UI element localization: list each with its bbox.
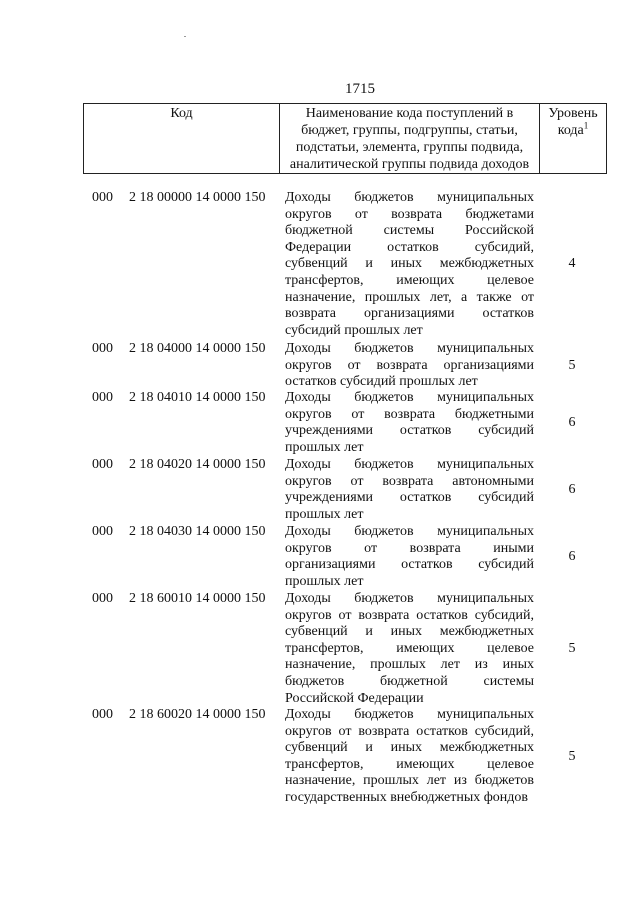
income-name-line: государственных внебюджетных фондов	[285, 789, 529, 805]
income-name-line: субвенций и иных межбюджетных	[285, 740, 534, 756]
header-name-line: аналитической группы подвида доходов	[289, 157, 530, 172]
income-code-cell: 2 18 00000 14 0000 150	[129, 190, 266, 205]
code-level-cell: 5	[568, 748, 576, 764]
header-level-line1: Уровень	[548, 106, 598, 121]
income-name-line: бюджетной системы Российской	[285, 223, 534, 239]
code-level-cell: 6	[568, 414, 576, 430]
code-level-cell: 6	[568, 481, 576, 497]
income-name-line: Доходы бюджетов муниципальных	[285, 707, 534, 722]
header-level-footnote: 1	[583, 120, 589, 131]
admin-code-cell: 000	[92, 591, 113, 606]
income-name-line: Доходы бюджетов муниципальных	[285, 190, 534, 205]
income-name-cell	[285, 524, 534, 590]
income-code-cell: 2 18 04000 14 0000 150	[129, 341, 266, 356]
income-name-line: Российской Федерации	[285, 690, 424, 706]
income-name-line: прошлых лет	[285, 506, 364, 522]
income-code-cell: 2 18 04030 14 0000 150	[129, 524, 266, 539]
income-name-line: учреждениями остатков субсидий	[285, 490, 534, 506]
income-name-line: назначение, прошлых лет из бюджетов	[285, 773, 534, 789]
income-name-line: субвенций и иных межбюджетных	[285, 624, 534, 640]
income-name-line: округов от возврата автономными	[285, 473, 534, 489]
income-name-line: назначение, прошлых лет, а также от	[285, 289, 534, 305]
income-name-line: округов от возврата организациями	[285, 357, 534, 373]
income-name-cell	[285, 457, 534, 523]
income-name-line: округов от возврата иными	[285, 540, 534, 556]
income-name-line: округов от возврата остатков субсидий,	[285, 723, 534, 739]
admin-code-cell: 000	[92, 390, 113, 405]
income-name-cell	[285, 341, 534, 391]
income-name-line: назначение, прошлых лет из иных	[285, 657, 534, 673]
header-name-column	[280, 104, 540, 173]
income-name-line: Доходы бюджетов муниципальных	[285, 524, 534, 539]
code-level-cell: 6	[568, 548, 576, 564]
scan-speck	[184, 36, 186, 37]
income-name-line: Доходы бюджетов муниципальных	[285, 457, 534, 472]
income-name-line: округов от возврата остатков субсидий,	[285, 607, 534, 623]
header-level-line2	[540, 122, 606, 139]
header-name-line: бюджет, группы, подгруппы, статьи,	[301, 123, 518, 138]
income-name-line: Доходы бюджетов муниципальных	[285, 390, 534, 405]
income-name-line: прошлых лет	[285, 573, 364, 589]
admin-code-cell: 000	[92, 190, 113, 205]
income-name-line: Доходы бюджетов муниципальных	[285, 341, 534, 356]
income-name-cell	[285, 591, 534, 707]
income-code-cell: 2 18 60020 14 0000 150	[129, 707, 266, 722]
income-name-line: субсидий прошлых лет	[285, 322, 423, 338]
income-code-cell: 2 18 60010 14 0000 150	[129, 591, 266, 606]
admin-code-cell: 000	[92, 457, 113, 472]
income-name-line: возврата организациями остатков	[285, 306, 534, 322]
admin-code-cell: 000	[92, 707, 113, 722]
income-code-cell: 2 18 04010 14 0000 150	[129, 390, 266, 405]
admin-code-cell: 000	[92, 341, 113, 356]
page-number: 1715	[345, 81, 375, 97]
income-name-line: бюджетов бюджетной системы	[285, 673, 534, 689]
income-name-line: учреждениями остатков субсидий	[285, 423, 534, 439]
income-name-line: округов от возврата бюджетами	[285, 206, 534, 222]
income-name-line: прошлых лет	[285, 439, 364, 455]
income-name-line: трансфертов, имеющих целевое	[285, 756, 534, 772]
income-name-line: субвенций и иных межбюджетных	[285, 256, 534, 272]
income-name-line: остатков субсидий прошлых лет	[285, 374, 478, 390]
table-header	[83, 103, 607, 174]
code-level-cell: 5	[568, 640, 576, 656]
code-level-cell: 4	[568, 256, 576, 272]
income-name-line: организациями остатков субсидий	[285, 557, 534, 573]
income-name-line: трансфертов, имеющих целевое	[285, 272, 534, 288]
header-name-line: Наименование кода поступлений в	[305, 106, 514, 121]
income-name-line: Доходы бюджетов муниципальных	[285, 591, 534, 606]
admin-code-cell: 000	[92, 524, 113, 539]
income-name-line: трансфертов, имеющих целевое	[285, 640, 534, 656]
header-level-text: кода	[557, 123, 584, 138]
code-level-cell: 5	[568, 357, 576, 373]
header-code-column	[84, 104, 280, 173]
header-name-line: подстатьи, элемента, группы подвида,	[295, 140, 524, 155]
income-name-cell	[285, 190, 534, 339]
income-name-line: Федерации остатков субсидий,	[285, 239, 534, 255]
income-name-cell	[285, 707, 534, 807]
income-name-line: округов от возврата бюджетными	[285, 406, 534, 422]
header-code-label: Код	[170, 106, 193, 121]
income-name-cell	[285, 390, 534, 456]
header-level-column	[540, 104, 606, 173]
income-code-cell: 2 18 04020 14 0000 150	[129, 457, 266, 472]
